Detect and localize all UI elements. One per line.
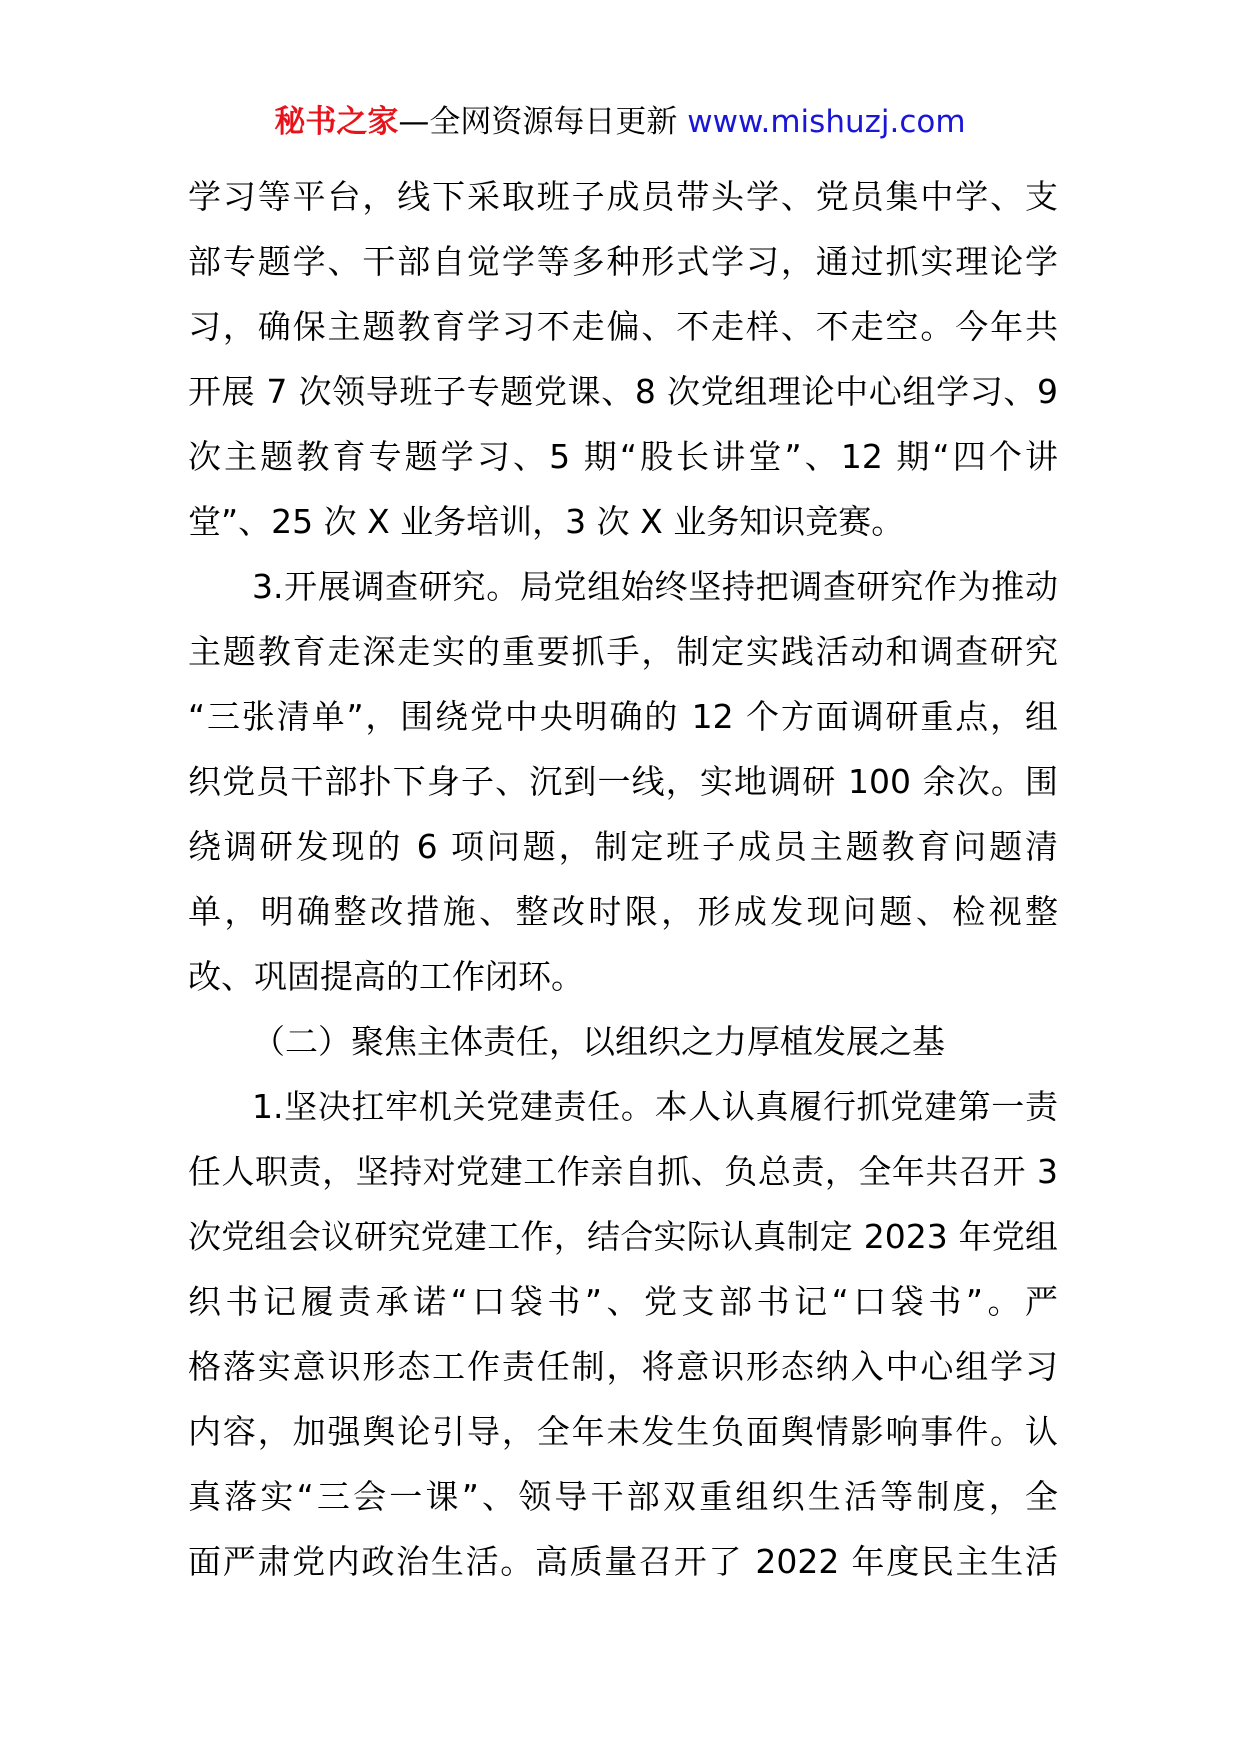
header-site-link[interactable]: www.mishuzj.com bbox=[687, 104, 966, 140]
text-line: 次党组会议研究党建工作，结合实际认真制定 2023 年党组 bbox=[188, 1217, 1058, 1256]
text-line: 开展 7 次领导班子专题党课、8 次党组理论中心组学习、9 bbox=[188, 372, 1058, 411]
header-tagline: —全网资源每日更新 bbox=[398, 104, 688, 140]
text-line: 内容，加强舆论引导，全年未发生负面舆情影响事件。认 bbox=[188, 1412, 1058, 1451]
text-line: 堂”、25 次 X 业务培训，3 次 X 业务知识竞赛。 bbox=[188, 502, 905, 541]
paragraph-start-line: 1.坚决扛牢机关党建责任。本人认真履行抓党建第一责 bbox=[252, 1087, 1058, 1126]
section-heading: （二）聚焦主体责任，以组织之力厚植发展之基 bbox=[252, 1022, 945, 1061]
text-line: 主题教育走深走实的重要抓手，制定实践活动和调查研究 bbox=[188, 632, 1058, 671]
page-header bbox=[0, 100, 1240, 144]
text-line: 格落实意识形态工作责任制，将意识形态纳入中心组学习 bbox=[188, 1347, 1058, 1386]
text-line: 织党员干部扑下身子、沉到一线，实地调研 100 余次。围 bbox=[188, 762, 1058, 801]
text-line: 单，明确整改措施、整改时限，形成发现问题、检视整 bbox=[188, 892, 1058, 931]
text-line: 面严肃党内政治生活。高质量召开了 2022 年度民主生活 bbox=[188, 1542, 1058, 1581]
text-line: 学习等平台，线下采取班子成员带头学、党员集中学、支 bbox=[188, 177, 1058, 216]
text-line: 部专题学、干部自觉学等多种形式学习，通过抓实理论学 bbox=[188, 242, 1058, 281]
text-line: 次主题教育专题学习、5 期“股长讲堂”、12 期“四个讲 bbox=[188, 437, 1058, 476]
text-line: 改、巩固提高的工作闭环。 bbox=[188, 957, 584, 996]
header-brand: 秘书之家 bbox=[274, 104, 399, 140]
text-line: 织书记履责承诺“口袋书”、党支部书记“口袋书”。严 bbox=[188, 1282, 1058, 1321]
paragraph-start-line: 3.开展调查研究。局党组始终坚持把调查研究作为推动 bbox=[252, 567, 1058, 606]
text-line: 任人职责，坚持对党建工作亲自抓、负总责，全年共召开 3 bbox=[188, 1152, 1058, 1191]
text-line: “三张清单”，围绕党中央明确的 12 个方面调研重点，组 bbox=[188, 697, 1058, 736]
text-line: 真落实“三会一课”、领导干部双重组织生活等制度，全 bbox=[188, 1477, 1058, 1516]
document-body bbox=[188, 164, 1058, 1594]
text-line: 习，确保主题教育学习不走偏、不走样、不走空。今年共 bbox=[188, 307, 1058, 346]
text-line: 绕调研发现的 6 项问题，制定班子成员主题教育问题清 bbox=[188, 827, 1058, 866]
